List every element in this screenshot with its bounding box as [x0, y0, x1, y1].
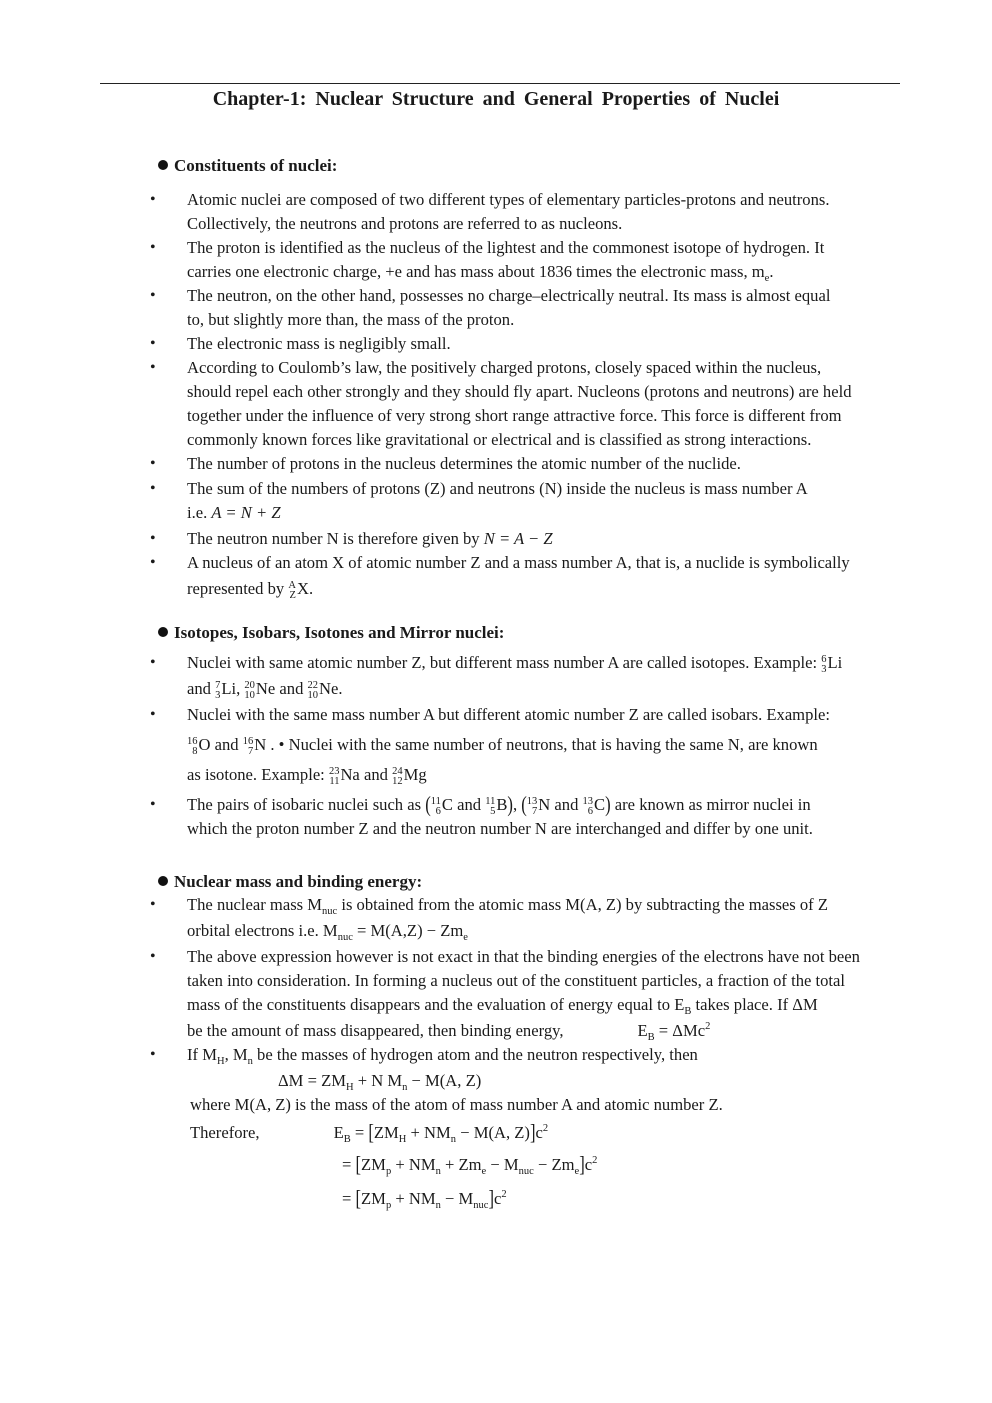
text-segment: − M(A, Z) — [407, 1071, 482, 1090]
bullet-icon: • — [150, 239, 156, 256]
subscript: p — [385, 1166, 392, 1177]
subscript: nuc — [518, 1166, 534, 1177]
subscript: p — [385, 1200, 392, 1211]
atomic-number: Z — [289, 590, 296, 601]
text-segment: Collectively, the neutrons and protons are referred to as nucleons. — [187, 214, 623, 233]
mass-number: 24 — [392, 766, 403, 777]
text-line — [187, 553, 850, 573]
text-segment: If M — [187, 1045, 217, 1064]
text-line — [190, 1095, 723, 1115]
subscript: B — [684, 1006, 692, 1017]
bullet-icon: • — [150, 1046, 156, 1063]
text-line — [187, 503, 281, 523]
text-segment: = — [342, 1189, 356, 1208]
nuclide-notation — [187, 737, 198, 757]
bullet-icon: • — [150, 530, 156, 547]
text-line — [187, 679, 343, 701]
text-line — [342, 1151, 598, 1178]
bullet-icon: • — [150, 455, 156, 472]
bullet-icon — [158, 876, 168, 886]
math-expression: A = N + Z — [211, 503, 281, 522]
mass-number: 11 — [430, 796, 441, 807]
text-segment: = — [350, 1123, 369, 1142]
mass-number: 20 — [244, 680, 255, 691]
text-segment: = M(A,Z) − Zm — [352, 921, 464, 940]
text-line — [187, 895, 828, 918]
nuclide-notation — [527, 797, 538, 817]
bullet-icon: • — [150, 287, 156, 304]
section-heading — [158, 872, 422, 892]
math-expression: N = A − Z — [483, 529, 553, 548]
text-segment: = — [342, 1155, 356, 1174]
text-segment: Nuclei with same atomic number Z, but different mass number A are called isotopes. Example: — [187, 653, 822, 672]
text-segment: , M — [224, 1045, 248, 1064]
text-line — [187, 819, 813, 839]
mass-number: A — [288, 580, 296, 591]
nuclide-notation — [485, 797, 495, 817]
bullet-icon: • — [150, 335, 156, 352]
header-rule — [100, 83, 900, 84]
superscript: 2 — [592, 1155, 598, 1166]
atomic-number: 5 — [490, 806, 496, 817]
text-line — [187, 310, 514, 330]
bracket: ) — [605, 791, 611, 818]
text-line — [187, 262, 773, 285]
text-segment: E — [637, 1021, 648, 1040]
bracket: [ — [355, 1185, 362, 1212]
element-symbol: C and — [441, 795, 486, 814]
mass-number: 22 — [307, 680, 319, 691]
text-segment: ZM — [361, 1155, 386, 1174]
text-segment: ZM — [373, 1123, 399, 1142]
text-segment: − M(A, Z) — [456, 1123, 530, 1142]
atomic-number: 6 — [587, 806, 594, 817]
text-line — [190, 1119, 549, 1146]
nuclide-notation — [288, 581, 296, 601]
text-line — [187, 791, 811, 818]
subscript: e — [463, 932, 468, 943]
text-line — [187, 579, 313, 601]
bullet-icon: • — [150, 359, 156, 376]
superscript: 2 — [705, 1021, 711, 1032]
text-segment: The neutron number N is therefore given by — [187, 529, 484, 548]
text-line — [187, 406, 842, 426]
text-segment: Therefore, — [190, 1123, 260, 1142]
text-line — [187, 529, 553, 549]
text-segment: − M — [440, 1189, 474, 1208]
text-segment: ZM — [361, 1189, 386, 1208]
text-line — [187, 214, 622, 234]
text-segment: which the proton number Z and the neutron number N are interchanged and differ by one unit. — [187, 819, 813, 838]
section-heading-text: Constituents of nuclei: — [174, 156, 338, 175]
atomic-number: 7 — [248, 746, 254, 757]
text-segment: The sum of the numbers of protons (Z) and neutrons (N) inside the nucleus is mass number A — [187, 479, 808, 498]
text-segment: Nuclei with the same mass number A but different atomic number Z are called isobars. Example: — [187, 705, 830, 724]
text-segment: − Zm — [533, 1155, 575, 1174]
bracket: ( — [425, 791, 431, 818]
nuclide-notation — [431, 797, 441, 817]
text-line — [187, 735, 818, 757]
element-symbol: C — [594, 795, 606, 814]
subscript: n — [450, 1134, 457, 1145]
text-segment: . — [769, 262, 774, 281]
text-segment: as isotone. Example: — [187, 765, 329, 784]
subscript: n — [402, 1082, 408, 1093]
section-heading-text: Isotopes, Isobars, Isotones and Mirror nuclei: — [174, 623, 505, 642]
nuclide-notation — [244, 681, 255, 701]
nuclide-notation — [583, 797, 594, 817]
text-line — [187, 1045, 698, 1068]
text-segment: c — [493, 1189, 502, 1208]
bullet-icon: • — [150, 948, 156, 965]
text-segment: + NM — [406, 1123, 451, 1142]
atomic-number: 8 — [192, 746, 198, 757]
text-segment: A nucleus of an atom X of atomic number Z and a mass number A, that is, a nuclide is symbolically — [187, 553, 850, 572]
subscript: nuc — [337, 932, 353, 943]
atomic-number: 11 — [329, 776, 340, 787]
text-line — [187, 358, 821, 378]
nuclide-notation — [392, 767, 403, 787]
text-line — [187, 382, 852, 402]
text-segment: The pairs of isobaric nuclei such as — [187, 795, 426, 814]
subscript: e — [481, 1166, 487, 1177]
text-segment: E — [333, 1123, 344, 1142]
mass-number: 16 — [242, 736, 254, 747]
text-segment: be the amount of mass disappeared, then binding energy, — [187, 1021, 564, 1040]
mass-number: 13 — [582, 796, 594, 807]
element-symbol: Li, — [221, 679, 245, 698]
bracket: ] — [579, 1151, 585, 1178]
text-segment: should repel each other strongly and they should fly apart. Nucleons (protons and neutrons) are held — [187, 382, 852, 401]
bracket: [ — [355, 1151, 362, 1178]
text-segment: where M(A, Z) is the mass of the atom of mass number A and atomic number Z. — [190, 1095, 723, 1114]
text-segment: represented by — [187, 579, 289, 598]
atomic-number: 10 — [307, 690, 319, 701]
text-line — [342, 1185, 507, 1212]
section-heading-text: Nuclear mass and binding energy: — [174, 872, 423, 891]
text-segment: ΔM = ZM — [278, 1071, 346, 1090]
superscript: 2 — [501, 1189, 507, 1200]
section-heading — [158, 156, 337, 176]
mass-number: 6 — [821, 654, 827, 665]
subscript: e — [574, 1166, 580, 1177]
subscript: B — [343, 1134, 351, 1145]
text-line — [187, 971, 845, 991]
atomic-number: 7 — [532, 806, 538, 817]
text-segment: taken into consideration. In forming a nucleus out of the constituent particles, a fraction of the total — [187, 971, 846, 990]
bracket: ] — [488, 1185, 494, 1212]
text-segment: mass of the constituents disappears and the evaluation of energy equal to E — [187, 995, 685, 1014]
mass-number: 23 — [328, 766, 340, 777]
mass-number: 7 — [215, 680, 221, 691]
bracket: ] — [529, 1119, 536, 1146]
superscript: 2 — [542, 1123, 549, 1134]
bracket: [ — [368, 1119, 374, 1146]
text-line — [187, 1021, 710, 1044]
bullet-icon — [158, 627, 168, 637]
subscript: H — [398, 1134, 407, 1145]
mass-number: 16 — [187, 736, 198, 747]
text-segment: carries one electronic charge, +e and has mass about 1836 times the electronic mass, m — [187, 262, 765, 281]
subscript: B — [647, 1032, 655, 1043]
bullet-icon: • — [150, 480, 156, 497]
text-line — [187, 334, 451, 354]
subscript: n — [435, 1200, 441, 1211]
text-line — [187, 765, 427, 787]
mass-number: 11 — [485, 796, 496, 807]
text-line — [187, 921, 468, 944]
subscript: e — [764, 273, 770, 284]
bullet-icon — [158, 160, 168, 170]
text-segment: The neutron, on the other hand, possesses no charge–electrically neutral. Its mass is almost equal — [187, 286, 831, 305]
text-line — [187, 705, 830, 725]
text-segment: − M — [486, 1155, 519, 1174]
text-segment: to, but slightly more than, the mass of the proton. — [187, 310, 515, 329]
text-segment: i.e. — [187, 503, 212, 522]
text-segment: The above expression however is not exact in that the binding energies of the electrons have not been — [187, 947, 860, 966]
section-heading — [158, 623, 504, 643]
bullet-icon: • — [150, 554, 156, 571]
text-segment: are known as mirror nuclei in — [610, 795, 811, 814]
text-line — [187, 947, 860, 967]
element-symbol: X — [296, 579, 309, 598]
text-segment: + NM — [391, 1155, 436, 1174]
text-segment: The proton is identified as the nucleus of the lightest and the commonest isotope of hydrogen. It — [187, 238, 825, 257]
text-line — [187, 430, 811, 450]
bracket: ( — [521, 791, 527, 818]
text-segment: be the masses of hydrogen atom and the neutron respectively, then — [252, 1045, 698, 1064]
text-segment: The electronic mass is negligibly small. — [187, 334, 451, 353]
text-line — [187, 286, 830, 306]
text-line — [278, 1071, 481, 1094]
bullet-icon: • — [150, 896, 156, 913]
text-segment: + N M — [353, 1071, 403, 1090]
text-segment: orbital electrons i.e. M — [187, 921, 338, 940]
atomic-number: 3 — [821, 664, 827, 675]
subscript: H — [216, 1056, 225, 1067]
nuclide-notation — [329, 767, 340, 787]
element-symbol: Na and — [340, 765, 393, 784]
text-segment: Atomic nuclei are composed of two different types of elementary particles-protons and neutrons. — [187, 190, 830, 209]
text-segment: The nuclear mass M — [187, 895, 323, 914]
mass-number: 13 — [526, 796, 538, 807]
text-segment: + Zm — [440, 1155, 482, 1174]
element-symbol: Ne. — [319, 679, 343, 698]
atomic-number: 6 — [435, 806, 441, 817]
text-line — [187, 238, 824, 258]
element-symbol: Ne and — [255, 679, 308, 698]
atomic-number: 10 — [244, 690, 255, 701]
text-segment: According to Coulomb’s law, the positively charged protons, closely spaced within the nucleus, — [187, 358, 822, 377]
bullet-icon: • — [150, 706, 156, 723]
element-symbol: N . • Nuclei with the same number of neutrons, that is having the same N, are known — [254, 735, 818, 754]
subscript: nuc — [473, 1200, 489, 1211]
text-line — [187, 479, 808, 499]
bullet-icon: • — [150, 191, 156, 208]
atomic-number: 12 — [392, 776, 403, 787]
element-symbol: B — [496, 795, 508, 814]
text-segment: is obtained from the atomic mass M(A, Z) by subtracting the masses of Z — [337, 895, 828, 914]
subscript: nuc — [322, 906, 338, 917]
subscript: n — [247, 1056, 253, 1067]
text-segment: = ΔMc — [654, 1021, 706, 1040]
nuclide-notation — [243, 737, 254, 757]
atomic-number: 3 — [215, 690, 221, 701]
nuclide-notation — [821, 655, 826, 675]
text-segment: c — [584, 1155, 593, 1174]
element-symbol: O and — [198, 735, 243, 754]
element-symbol: Mg — [403, 765, 427, 784]
text-segment: together under the influence of very strong short range attractive force. This force is different from — [187, 406, 842, 425]
text-segment: c — [535, 1123, 543, 1142]
text-segment: , — [512, 795, 522, 814]
text-segment: . — [308, 579, 314, 598]
text-line — [187, 653, 842, 675]
nuclide-notation — [308, 681, 319, 701]
chapter-title: Chapter-1: Nuclear Structure and General Properties of Nuclei — [212, 88, 780, 110]
bracket: ) — [507, 791, 513, 818]
nuclide-notation — [215, 681, 220, 701]
element-symbol: Li — [827, 653, 843, 672]
subscript: H — [345, 1082, 354, 1093]
text-segment: commonly known forces like gravitational or electrical and is classified as strong interactions. — [187, 430, 812, 449]
text-segment: The number of protons in the nucleus determines the atomic number of the nuclide. — [187, 454, 741, 473]
subscript: n — [435, 1166, 441, 1177]
bullet-icon: • — [150, 796, 156, 813]
text-line — [187, 995, 818, 1018]
bullet-icon: • — [150, 654, 156, 671]
text-segment: takes place. If ΔM — [691, 995, 818, 1014]
text-line — [187, 190, 830, 210]
text-line — [187, 454, 741, 474]
text-segment: and — [187, 679, 216, 698]
element-symbol: N and — [538, 795, 583, 814]
text-segment: + NM — [391, 1189, 436, 1208]
